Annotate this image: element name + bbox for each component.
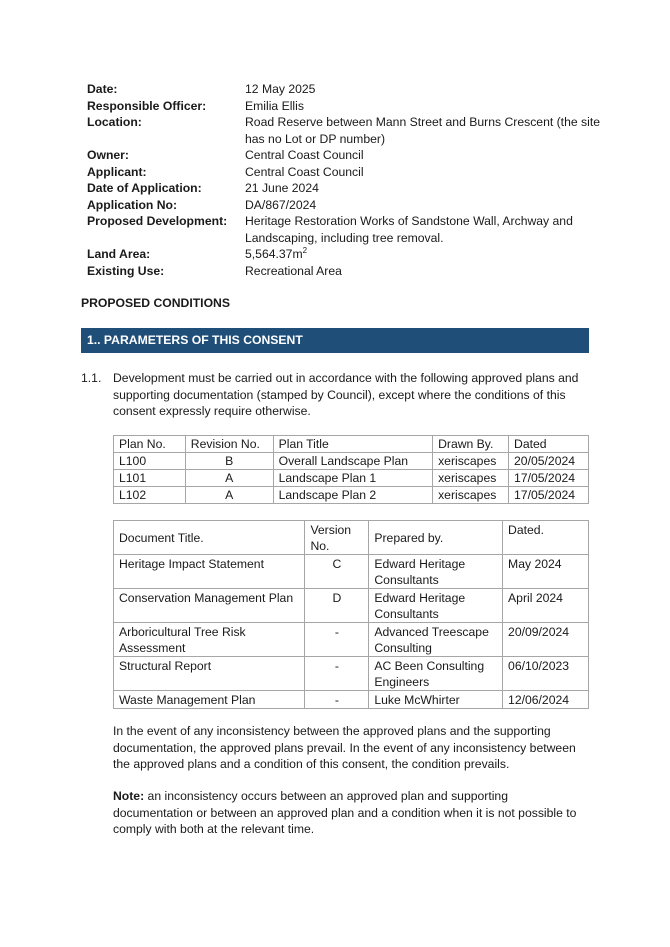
detail-row-location [87,114,607,147]
table-header-cell: Plan Title [273,436,432,453]
table-cell: A [185,470,273,487]
table-cell: Edward Heritage Consultants [369,589,503,623]
note-paragraph [113,788,591,838]
table-cell: Landscape Plan 2 [273,487,432,504]
table-row [114,555,589,589]
detail-label: Date of Application: [87,181,202,195]
inconsistency-paragraph: In the event of any inconsistency between the approved plans and the supporting documentation, the approved plans prevail. In the event of any inconsistency between the approved plans and a condition of this consent, the condition prevails. [113,724,576,771]
table-header-cell: Dated [509,436,589,453]
table-cell: May 2024 [503,555,589,589]
detail-label: Land Area: [87,247,151,261]
table-cell: D [305,589,369,623]
table-cell: xeriscapes [433,487,509,504]
detail-row-responsible-officer [87,98,607,115]
table-header-cell: Revision No. [185,436,273,453]
table-cell: - [305,691,369,709]
table-cell: Waste Management Plan [114,691,305,709]
table-cell: Landscape Plan 1 [273,470,432,487]
detail-label: Location: [87,115,142,129]
table-cell: C [305,555,369,589]
land-area-superscript: 2 [302,245,308,255]
table-row [114,589,589,623]
table-cell: Advanced Treescape Consulting [369,623,503,657]
approved-plans-table [113,435,589,504]
table-cell: B [185,453,273,470]
detail-label: Application No: [87,197,178,212]
detail-row-proposed-development [87,213,607,246]
detail-value [245,246,607,263]
detail-value: Road Reserve between Mann Street and Burns Crescent (the site has no Lot or DP number) [245,115,600,146]
table-header-row [114,436,589,453]
detail-row-applicant [87,164,607,181]
table-cell: L101 [114,470,186,487]
table-cell: L100 [114,453,186,470]
detail-value: Recreational Area [245,263,342,278]
proposed-conditions-heading: PROPOSED CONDITIONS [81,296,230,310]
detail-label: Responsible Officer: [87,98,207,113]
application-details [87,81,607,279]
table-cell: 17/05/2024 [509,487,589,504]
detail-row-application-no [87,197,607,214]
note-label: Note: [113,789,145,803]
clause-number: 1.1. [81,371,102,385]
table-cell: Arboricultural Tree Risk Assessment [114,623,305,657]
table-cell: Heritage Impact Statement [114,555,305,589]
note-text: an inconsistency occurs between an approved plan and supporting documentation or between an approved plan and a condition when it is not possible to comply with both at the relevant time. [113,789,577,836]
detail-row-existing-use [87,263,607,280]
table-cell: xeriscapes [433,470,509,487]
detail-value: Central Coast Council [245,164,364,179]
detail-label: Owner: [87,148,129,162]
detail-value: Emilia Ellis [245,98,304,113]
detail-value: Central Coast Council [245,148,364,162]
table-row [114,470,589,487]
table-cell: Structural Report [114,657,305,691]
detail-row-date-of-application [87,180,607,197]
table-cell: - [305,657,369,691]
detail-row-land-area [87,246,607,263]
table-cell: Edward Heritage Consultants [369,555,503,589]
detail-label: Existing Use: [87,263,165,278]
table-header-cell: Drawn By. [433,436,509,453]
supporting-documents-table [113,520,589,709]
land-area-value: 5,564.37m [245,247,303,261]
table-header-cell: Version No. [305,521,369,555]
table-row [114,691,589,709]
table-cell: AC Been Consulting Engineers [369,657,503,691]
table-row [114,453,589,470]
table-header-cell: Plan No. [114,436,186,453]
table-cell: April 2024 [503,589,589,623]
table-cell: 20/09/2024 [503,623,589,657]
table-row [114,487,589,504]
table-cell: A [185,487,273,504]
detail-row-owner [87,147,607,164]
table-header-cell: Prepared by. [369,521,503,555]
table-header-cell: Dated. [503,521,589,555]
table-cell: 06/10/2023 [503,657,589,691]
table-cell: Conservation Management Plan [114,589,305,623]
table-header-row [114,521,589,555]
detail-value: DA/867/2024 [245,197,317,212]
table-cell: 20/05/2024 [509,453,589,470]
detail-label: Proposed Development: [87,214,228,228]
table-row [114,623,589,657]
detail-row-date [87,81,607,98]
detail-value: 12 May 2025 [245,82,316,96]
table-cell: Overall Landscape Plan [273,453,432,470]
table-row [114,657,589,691]
table-cell: L102 [114,487,186,504]
table-cell: xeriscapes [433,453,509,470]
table-cell: - [305,623,369,657]
detail-label: Applicant: [87,164,147,179]
table-header-cell: Document Title. [114,521,305,555]
table-cell: Luke McWhirter [369,691,503,709]
clause-text: Development must be carried out in accordance with the following approved plans and supporting documentation (stamped by Council), except where the conditions of this consent expressly require otherwise. [113,371,579,418]
table-cell: 17/05/2024 [509,470,589,487]
detail-label: Date: [87,82,118,96]
section-heading-bar: 1.. PARAMETERS OF THIS CONSENT [81,328,589,353]
table-cell: 12/06/2024 [503,691,589,709]
detail-value: 21 June 2024 [245,181,319,195]
detail-value: Heritage Restoration Works of Sandstone Wall, Archway and Landscaping, including tree removal. [245,214,573,245]
